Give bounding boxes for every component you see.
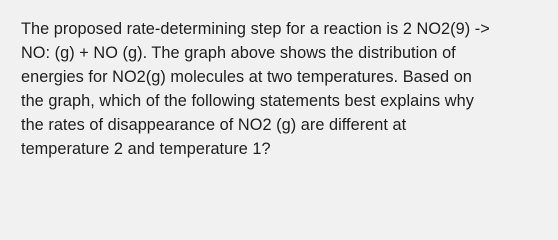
question-text [21,17,544,161]
question-line: The proposed rate-determining step for a reaction is 2 NO2(9) -> [21,20,490,38]
question-line: the rates of disappearance of NO2 (g) are different at [21,116,407,134]
question-line: energies for NO2(g) molecules at two temperatures. Based on [21,68,472,86]
question-line: the graph, which of the following statements best explains why [21,92,474,110]
question-line: temperature 2 and temperature 1? [21,140,271,158]
question-line: NO: (g) + NO (g). The graph above shows the distribution of [21,44,456,62]
